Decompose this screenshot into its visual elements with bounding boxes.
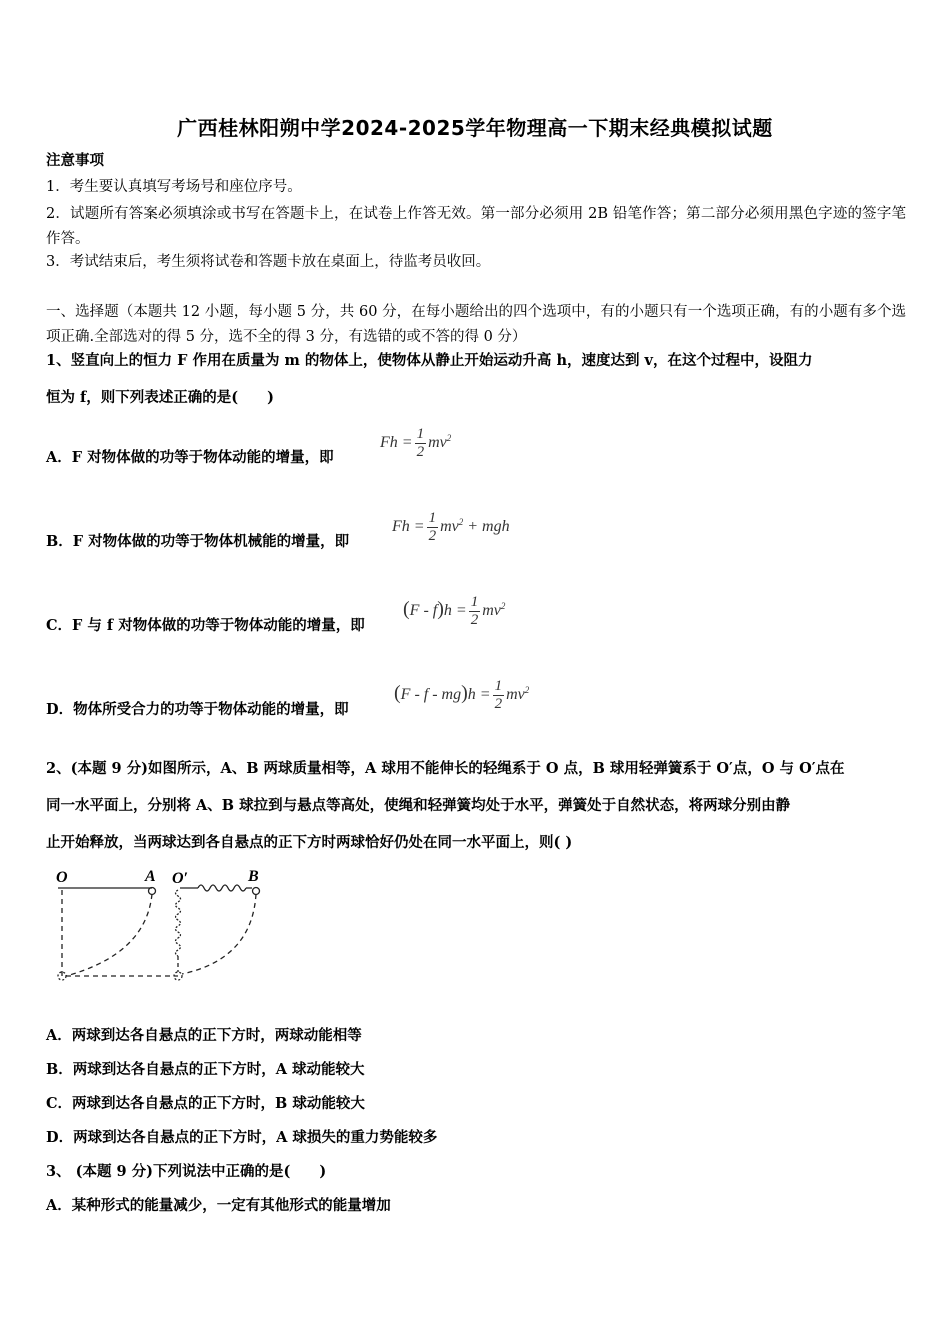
page-title: 广西桂林阳朔中学2024-2025学年物理高一下期末经典模拟试题 [177, 116, 773, 140]
formula-text: h = [467, 686, 491, 704]
label-a: A [145, 868, 156, 885]
exponent: 2 [458, 516, 464, 527]
question-2-option-d: D．两球到达各自悬点的正下方时，A 球损失的重力势能较多 [46, 1129, 438, 1146]
question-2-option-c: C．两球到达各自悬点的正下方时，B 球动能较大 [46, 1095, 365, 1112]
formula-text: + mgh [467, 518, 510, 536]
denominator: 2 [470, 612, 479, 628]
question-1-option-a: A．F 对物体做的功等于物体动能的增量，即 [46, 449, 334, 466]
question-3-option-a: A．某种形式的能量减少，一定有其他形式的能量增加 [46, 1197, 391, 1214]
path-b-arc [182, 894, 256, 974]
formula-text: F - f [409, 602, 438, 620]
notice-item: 3．考试结束后，考生须将试卷和答题卡放在桌面上，待监考员收回。 [46, 254, 491, 270]
formula-text: mv [428, 434, 447, 452]
formula-text: mv [506, 686, 525, 704]
pendulum-spring-figure [46, 864, 286, 992]
label-b: B [248, 868, 259, 885]
exponent: 2 [524, 684, 530, 695]
formula-text: mv [482, 602, 501, 620]
section-heading: 一、选择题（本题共 12 小题，每小题 5 分，共 60 分，在每小题给出的四个选项中，有的小题只有一个选项正确，有的小题有多个选项正确.全部选对的得 5 分，选不全的得 3 分，有选错的或不答的得 0 分） [46, 304, 906, 345]
question-3-stem: 3、 (本题 9 分)下列说法中正确的是( ) [46, 1163, 327, 1180]
label-o-prime: O′ [172, 870, 189, 887]
formula-text: F - f - mg [400, 686, 462, 704]
numerator: 1 [494, 678, 503, 694]
formula-b [392, 510, 510, 545]
formula-a [380, 426, 451, 461]
numerator: 1 [416, 426, 425, 442]
numerator: 1 [470, 594, 479, 610]
question-1-option-c: C．F 与 f 对物体做的功等于物体动能的增量，即 [46, 617, 365, 634]
question-1-option-b: B．F 对物体做的功等于物体机械能的增量，即 [46, 533, 350, 550]
ball-b [253, 888, 260, 895]
question-2-stem: 同一水平面上，分别将 A、B 球拉到与悬点等高处，使绳和轻弹簧均处于水平，弹簧处于自然状态，将两球分别由静 [46, 797, 791, 814]
question-2-stem: 止开始释放，当两球达到各自悬点的正下方时两球恰好仍处在同一水平面上，则( ) [46, 834, 573, 851]
formula-text: Fh = [392, 518, 425, 536]
fraction [469, 594, 481, 629]
notice-heading: 注意事项 [46, 152, 104, 169]
fraction [493, 678, 505, 713]
path-a-arc [66, 894, 152, 976]
denominator: 2 [428, 528, 437, 544]
question-1-stem: 1、竖直向上的恒力 F 作用在质量为 m 的物体上，使物体从静止开始运动升高 h，速度达到 v，在这个过程中，设阻力 [46, 352, 813, 369]
question-1-option-d: D．物体所受合力的功等于物体动能的增量，即 [46, 701, 349, 718]
denominator: 2 [416, 444, 425, 460]
question-2-option-a: A．两球到达各自悬点的正下方时，两球动能相等 [46, 1027, 362, 1044]
formula-text: Fh = [380, 434, 413, 452]
spring-horizontal [198, 885, 246, 891]
question-2-option-b: B．两球到达各自悬点的正下方时，A 球动能较大 [46, 1061, 365, 1078]
numerator: 1 [428, 510, 437, 526]
fraction [415, 426, 427, 461]
formula-text: h = [443, 602, 467, 620]
question-2-stem: 2、(本题 9 分)如图所示，A、B 两球质量相等，A 球用不能伸长的轻绳系于 O 点，B 球用轻弹簧系于 O′点，O 与 O′点在 [46, 760, 845, 777]
spring-vertical [176, 890, 181, 956]
fraction [427, 510, 439, 545]
denominator: 2 [494, 696, 503, 712]
exponent: 2 [446, 432, 452, 443]
question-1-stem: 恒为 f，则下列表述正确的是( ) [46, 389, 275, 406]
notice-item: 2．试题所有答案必须填涂或书写在答题卡上，在试卷上作答无效。第一部分必须用 2B 铅笔作答；第二部分必须用黑色字迹的签字笔作答。 [46, 206, 906, 247]
notice-item: 1．考生要认真填写考场号和座位序号。 [46, 179, 302, 195]
label-o: O [56, 869, 68, 886]
formula-text: mv [440, 518, 459, 536]
exponent: 2 [500, 600, 506, 611]
formula-d: (F - f - mg)h = $\frac{1}{2}$ $mv^2$ [394, 678, 530, 712]
formula-c: (F - f)h = $\frac{1}{2}$ $mv^2$ [403, 594, 506, 628]
